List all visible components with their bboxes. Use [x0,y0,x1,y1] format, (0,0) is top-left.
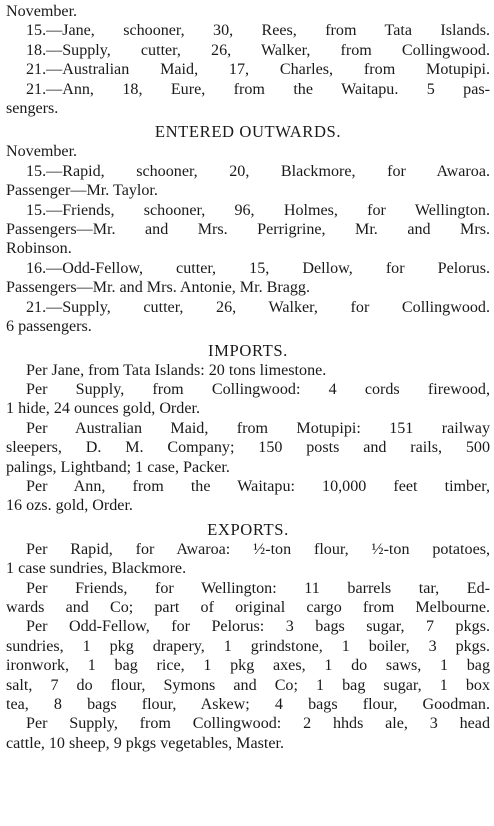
exports-line: Per Friends, for Wellington: 11 barrels tar, Ed- [26,579,490,597]
outwards-line: 21.—Supply, cutter, 26, Walker, for Collingwood. [26,298,490,316]
outwards-line: 16.—Odd-Fellow, cutter, 15, Dellow, for Pelorus. [26,259,490,277]
imports-line: sleepers, D. M. Company; 150 posts and rails, 500 [6,439,490,457]
imports-line: 1 hide, 24 ounces gold, Order. [6,400,200,418]
exports-line: Per Supply, from Collingwood: 2 hhds ale, 3 head [26,715,490,733]
outwards-line: Robinson. [6,240,72,258]
imports-line: Per Australian Maid, from Motupipi: 151 railway [26,419,490,437]
outwards-line: Passenger—Mr. Taylor. [6,182,158,200]
outwards-line: 6 passengers. [6,318,92,336]
exports-heading: EXPORTS. [207,519,289,539]
outwards-line: 15.—Rapid, schooner, 20, Blackmore, for Awaroa. [26,162,490,180]
exports-line: wards and Co; part of original cargo from Melbourne. [6,598,490,616]
arrival-line: 21.—Australian Maid, 17, Charles, from Motupipi. [26,61,490,79]
outwards-line: 15.—Friends, schooner, 96, Holmes, for Wellington. [26,201,490,219]
arrival-line: 18.—Supply, cutter, 26, Walker, from Collingwood. [26,41,490,59]
arrival-line: 15.—Jane, schooner, 30, Rees, from Tata Islands. [26,22,490,40]
exports-line: tea, 8 bags flour, Askew; 4 bags flour, Goodman. [6,696,490,713]
imports-line: palings, Lightband; 1 case, Packer. [6,458,230,476]
exports-line: Per Rapid, for Awaroa: ½-ton flour, ½-ton potatoes, [26,540,490,558]
entered-outwards-heading: ENTERED OUTWARDS. [154,122,342,142]
exports-line: sundries, 1 pkg drapery, 1 grindstone, 1 boiler, 3 pkgs. [6,637,490,655]
exports-section [6,519,490,753]
outwards-line: Passengers—Mr. and Mrs. Perrigrine, Mr. and Mrs. [6,221,490,239]
arrival-line: sengers. [6,100,59,118]
imports-line: Per Supply, from Collingwood: 4 cords firewood, [26,380,490,398]
arrival-line: 21.—Ann, 18, Eure, from the Waitapu. 5 pas- [26,80,490,98]
imports-line: Per Jane, from Tata Islands: 20 tons limestone. [26,361,327,379]
exports-line: ironwork, 1 bag rice, 1 pkg axes, 1 do saws, 1 bag [6,657,490,675]
imports-line: Per Ann, from the Waitapu: 10,000 feet timber, [26,477,490,495]
imports-heading: IMPORTS. [208,340,288,360]
outwards-line: Passengers—Mr. and Mrs. Antonie, Mr. Bragg. [6,279,310,297]
outwards-month: November. [6,143,78,161]
imports-line: 16 ozs. gold, Order. [6,497,133,515]
entered-outwards-section [6,121,490,336]
arrivals-month: November. [6,3,78,20]
exports-line: 1 case sundries, Blackmore. [6,560,187,578]
imports-section [6,340,490,516]
exports-line: cattle, 10 sheep, 9 pkgs vegetables, Master. [6,734,284,752]
arrivals-continued-section [6,2,490,118]
exports-line: Per Odd-Fellow, for Pelorus: 3 bags sugar, 7 pkgs. [26,618,490,636]
exports-line: salt, 7 do flour, Symons and Co; 1 bag sugar, 1 box [6,676,490,694]
